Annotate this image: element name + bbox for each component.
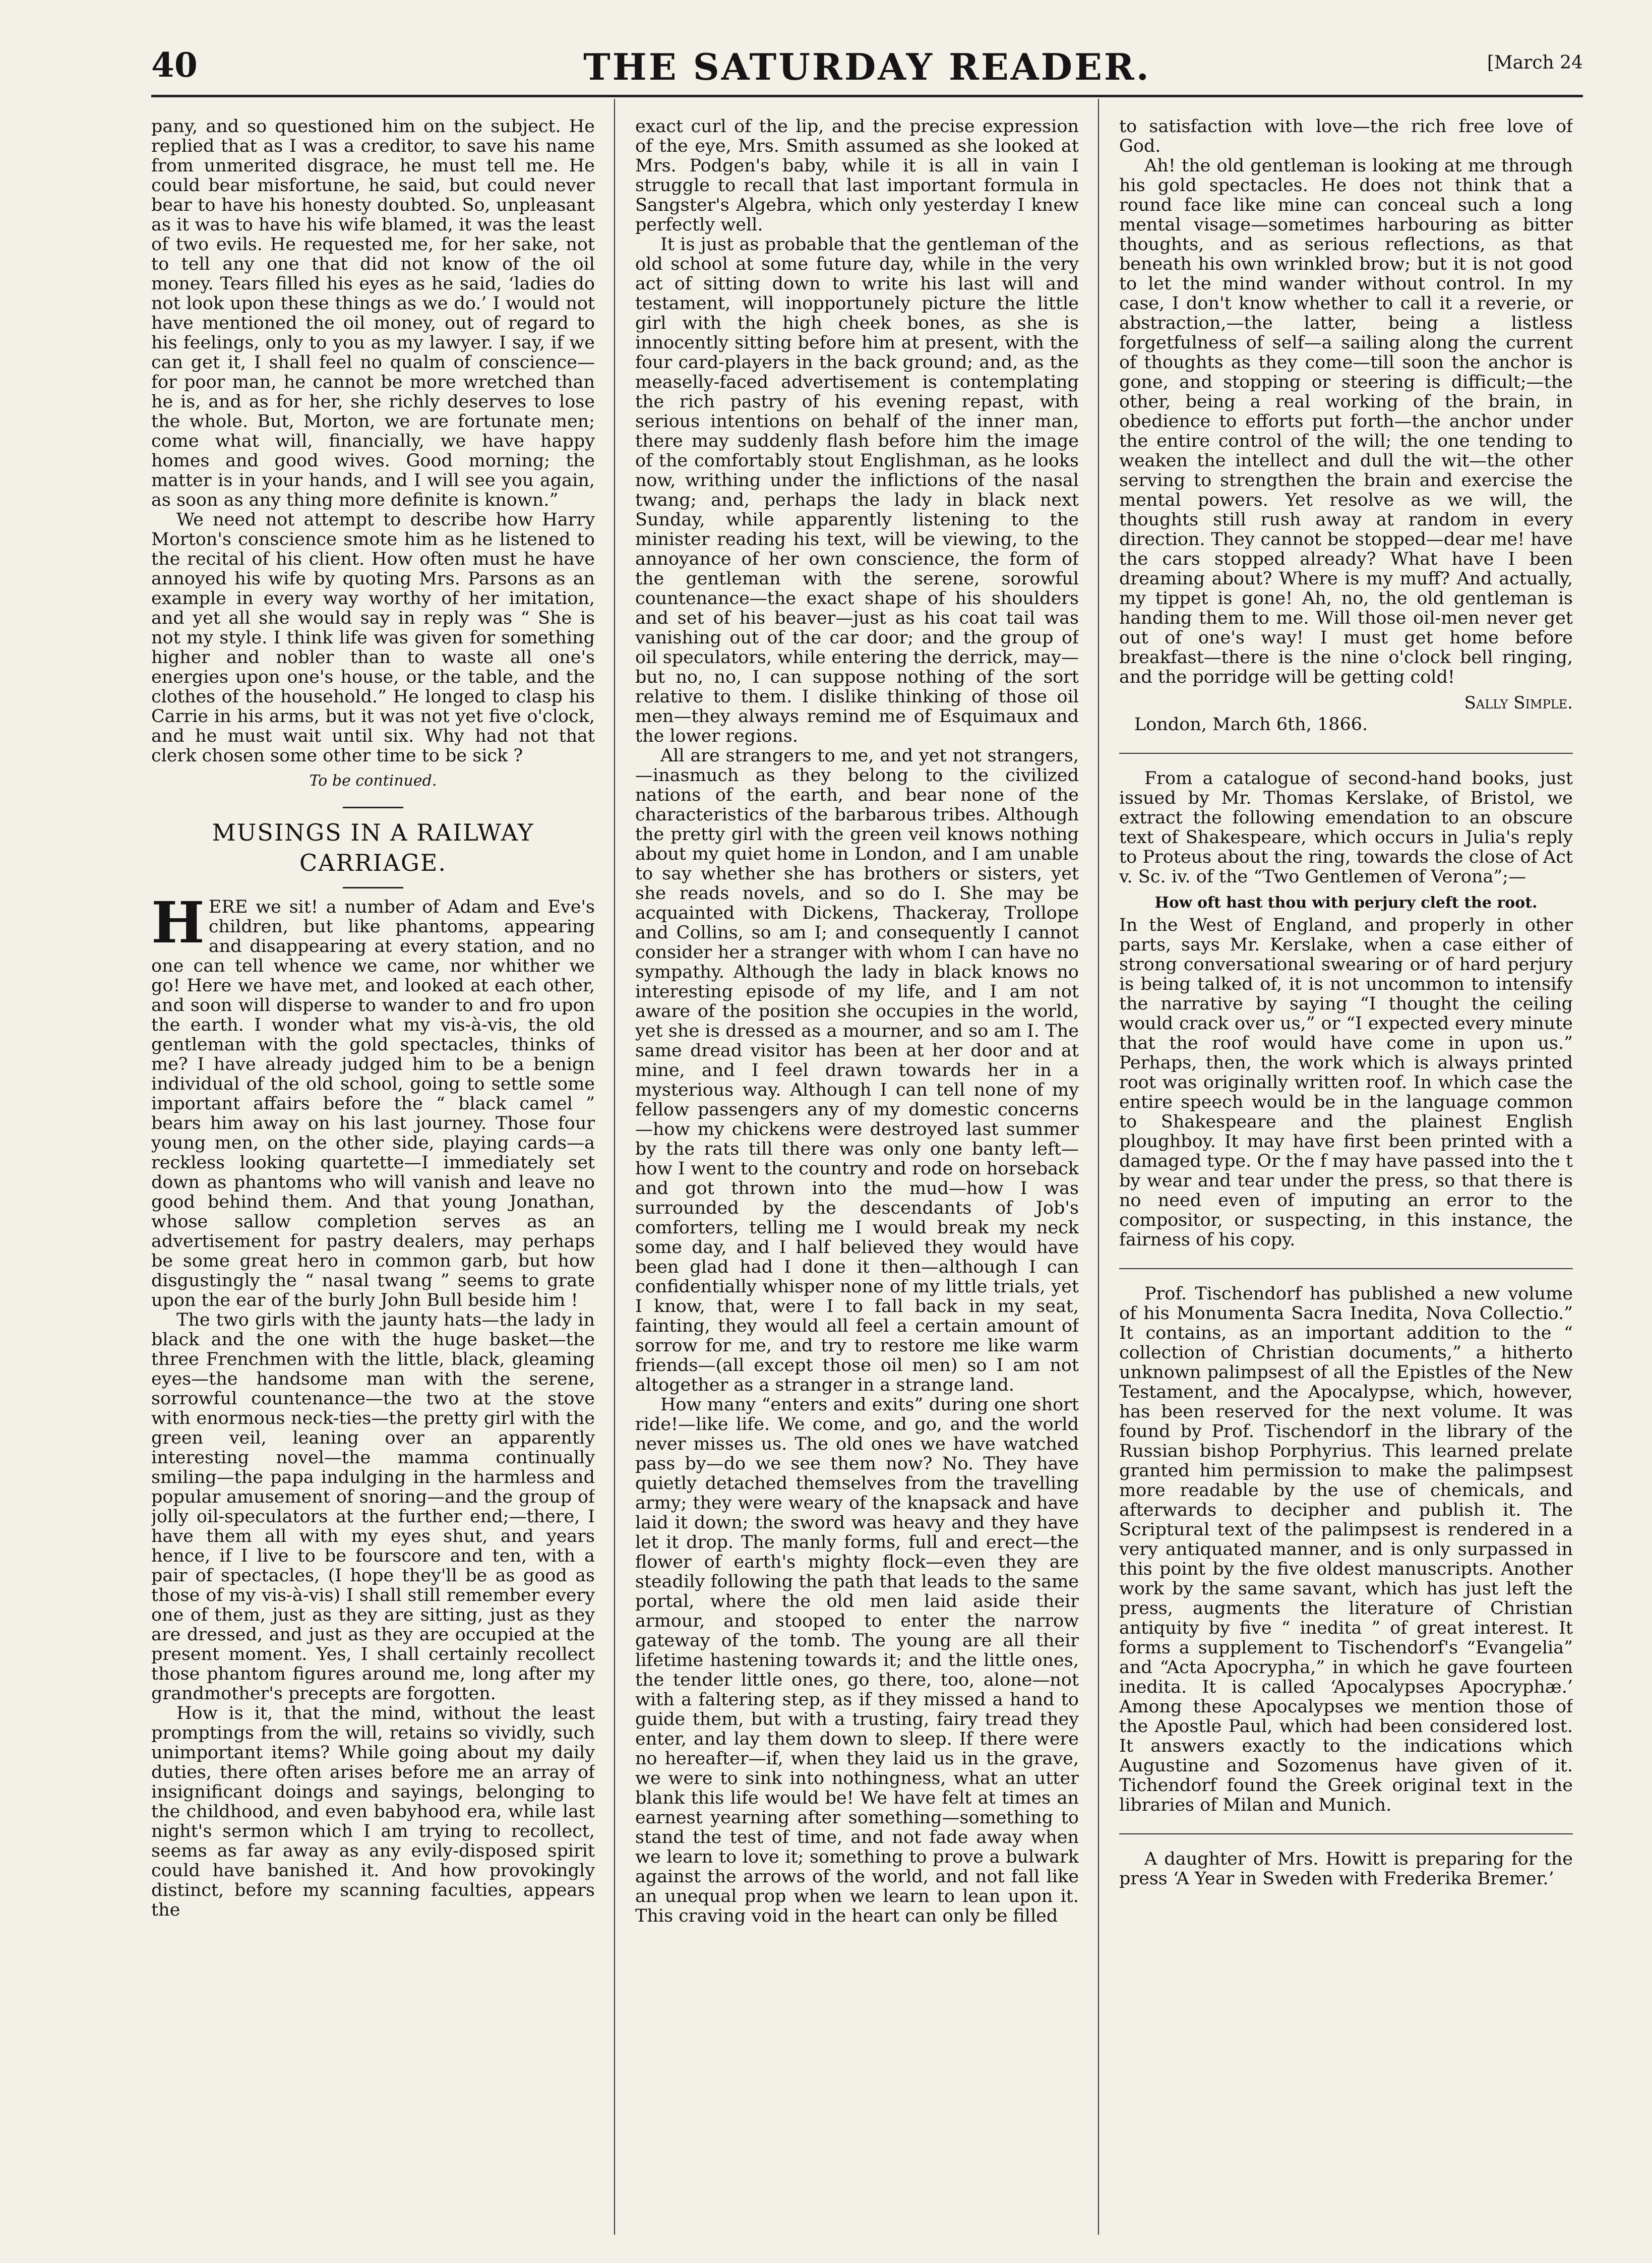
column-middle	[635, 117, 1079, 2235]
masthead	[151, 45, 1583, 86]
paragraph: pany, and so questioned him on the subject. He replied that as I was a creditor, to save his name from unmerited disgrace, he must tell me. He could bear misfortune, he said, but could never bear to have his honesty doubted. So, unpleasant as it was to have his wife blamed, it was the least of two evils. He requested me, for her sake, not to tell any one that did not know of the oil money. Tears filled his eyes as he said, ‘ladies do not look upon these things as we do.’ I would not have mentioned the oil money, out of regard to his feelings, only to you as my lawyer. I say, if we can get it, I shall feel no qualm of conscience—for poor man, he cannot be more wretched than he is, and as for her, she richly deserves to lose the whole. But, Morton, we are fortunate men; come what will, financially, we have happy homes and good wives. Good morning; the matter is in your hands, and I will see you again, as soon as any thing more definite is known.”	[151, 117, 595, 510]
dateline: London, March 6th, 1866.	[1134, 714, 1368, 735]
paragraph: In the West of England, and properly in other parts, says Mr. Kerslake, when a case either of strong conversational swearing or of hard perjury is being talked of, it is not uncommon to intensify the narrative by saying “I thought the ceiling would crack over us,” or “I expected every minute that the roof would have come in upon us.” Perhaps, then, the work which is always printed root was originally written roof. In which case the entire speech would be in the language common to Shakespeare and the plainest English ploughboy. It may have first been printed with a damaged type. Or the f may have passed into the t by wear and tear under the press, so that there is no need even of imputing an error to the compositor, or suspecting, in this instance, the fairness of his copy.	[1119, 915, 1573, 1250]
paragraph: We need not attempt to describe how Harry Morton's conscience smote him as he listened to the recital of his client. How often must he have annoyed his wife by quoting Mrs. Parsons as an example in every way worthy of her imitation, and yet all she would say in reply was “ She is not my style. I think life was given for something higher and nobler than to waste all one's energies upon one's house, or the table, and the clothes of the household.” He longed to clasp his Carrie in his arms, but it was not yet five o'clock, and he must wait until six. Why had not that clerk chosen some other time to be sick ?	[151, 510, 595, 766]
paragraph: exact curl of the lip, and the precise expression of the eye, Mrs. Smith assumed as she looked at Mrs. Podgen's baby, while it is all in vain I struggle to recall that last important formula in Sangster's Algebra, which only yesterday I knew perfectly well.	[635, 117, 1079, 235]
paragraph: It is just as probable that the gentleman of the old school at some future day, while in the very act of sitting down to write his last will and testament, will inopportunely picture the little girl with the high cheek bones, as she is innocently sitting before him at present, with the four card-players in the back ground; and, as the measelly-faced advertisement is contemplating the rich pastry of his evening repast, with serious intentions on behalf of the inner man, there may suddenly flash before him the image of the comfortably stout Englishman, as he looks now, writhing under the inflictions of the nasal twang; and, perhaps the lady in black next Sunday, while apparently listening to the minister reading his text, will be viewing, to the annoyance of her own conscience, the form of the gentleman with the serene, sorowful countenance—the exact shape of his shoulders and set of his beaver—just as his coat tail was vanishing out of the car door; and the group of oil speculators, while entering the derrick, may—but no, no, I can suppose nothing of the sort relative to them. I dislike thinking of those oil men—they always remind me of Esquimaux and the lower regions.	[635, 234, 1079, 746]
section-rule	[343, 807, 403, 808]
newspaper-title: THE SATURDAY READER.	[583, 45, 1151, 88]
paragraph: to satisfaction with love—the rich free love of God.	[1119, 117, 1573, 156]
paragraph: How is it, that the mind, without the least promptings from the will, retains so vividly, such unimportant items? While going about my daily duties, there often arises before me an array of insignificant doings and sayings, belonging to the childhood, and even babyhood era, while last night's sermon which I am trying to recollect, seems as far away as any evily-disposed spirit could have banished it. And how provokingly distinct, before my scanning faculties, appears the	[151, 1703, 595, 1920]
column-right	[1119, 117, 1573, 2235]
paragraph: Prof. Tischendorf has published a new volume of his Monumenta Sacra Inedita, Nova Collectio.” It contains, as an important addition to the “ collection of Christian documents,” a hitherto unknown palimpsest of all the Epistles of the New Testament, and the Apocalypse, which, however, has been reserved for the next volume. It was found by Prof. Tischendorf in the library of the Russian bishop Porphyrius. This learned prelate granted him permission to make the palimpsest more readable by the use of chemicals, and afterwards to decipher and publish it. The Scriptural text of the palimpsest is rendered in a very antiquated manner, and is only surpassed in this point by the five oldest manuscripts. Another work by the same savant, which has just left the press, augments the literature of Christian antiquity by five “ inedita ” of great interest. It forms a supplement to Tischendorf's “Evangelia” and “Acta Apocrypha,” in which he gave fourteen inedita. It is called ‘Apocalypses Apocryphæ.’ Among these Apocalypses we mention those of the Apostle Paul, which had been considered lost. It answers exactly to the indications which Augustine and Sozomenus have given of it. Tichendorf found the Greek original text in the libraries of Milan and Munich.	[1119, 1284, 1573, 1815]
paragraph: How many “enters and exits” during one short ride!—like life. We come, and go, and the world never misses us. The old ones we have watched pass by—do we see them now? No. They have quietly detached themselves from the travelling army; they were weary of the knapsack and have laid it down; the sword was heavy and they have let it drop. The manly forms, full and erect—the flower of earth's mighty flock—even they are steadily following the path that leads to the same portal, where the old men laid aside their armour, and stooped to enter the narrow gateway of the tomb. The young are all their lifetime hastening towards it; and the little ones, the tender little ones, go there, too, alone—not with a faltering step, as if they missed a hand to guide them, but with a trusting, fairy tread they enter, and lay them down to sleep. If there were no hereafter—if, when they laid us in the grave, we were to sink into nothingness, what an utter blank this life would be! We have felt at times an earnest yearning after something—something to stand the test of time, and not fade away when we learn to love it; something to prove a bulwark against the arrows of the world, and not fall like an unequal prop when we learn to lean upon it. This craving void in the heart can only be filled	[635, 1395, 1079, 1926]
column-divider	[614, 99, 615, 2235]
to-be-continued: To be continued.	[309, 772, 437, 790]
quotation: How oft hast thou with perjury cleft the root.	[1154, 894, 1538, 912]
paragraph: A daughter of Mrs. Howitt is preparing for the press ‘A Year in Sweden with Frederika Bremer.’	[1119, 1849, 1573, 1889]
title-rule	[343, 887, 403, 888]
article-title: MUSINGS IN A RAILWAY CARRIAGE.	[212, 819, 534, 876]
column-divider	[1098, 99, 1099, 2235]
paragraph: All are strangers to me, and yet not strangers, —inasmuch as they belong to the civilized nations of the earth, and bear none of the characteristics of the barbarous tribes. Although the pretty girl with the green veil knows nothing about my quiet home in London, and I am unable to say whether she has brothers or sisters, yet she reads novels, and so do I. She may be acquainted with Dickens, Thackeray, Trollope and Collins, so am I; and consequently I cannot consider her a stranger with whom I can have no sympathy. Although the lady in black knows no interesting episode of my life, and I am not aware of the position she occupies in the world, yet she is dressed as a mourner, and so am I. The same dread visitor has been at her door and at mine, and I feel drawn towards her in a mysterious way. Although I can tell none of my fellow passengers any of my domestic concerns —how my chickens were destroyed last summer by the rats till there was only one banty left—how I went to the country and rode on horseback and got thrown into the mud—how I was surrounded by the descendants of Job's comforters, telling me I would break my neck some day, and I half believed they would have been glad had I done it then—although I can confidentially whisper none of my little trials, yet I know, that, were I to fall back in my seat, fainting, they would all feel a certain amount of sorrow for me, and try to restore me like warm friends—(all except those oil men) so I am not altogether as a stranger in a strange land.	[635, 746, 1079, 1395]
drop-cap: H	[151, 890, 205, 956]
section-rule	[1119, 1268, 1573, 1269]
issue-date: [March 24	[1487, 52, 1583, 73]
page-number: 40	[151, 45, 198, 85]
paragraph-text: ERE we sit! a number of Adam and Eve's children, but like phantoms, appearing and disappearing at every station, and no one can tell whence we came, nor whither we go! Here we have met, and looked at each other, and soon will disperse to wander to and fro upon the earth. I wonder what my vis-à-vis, the old gentleman with the gold spectacles, thinks of me? I have already judged him to be a benign individual of the old school, going to settle some important affairs before the “ black camel ” bears him away on his last journey. Those four young men, on the other side, playing cards—a reckless looking quartette—I immediately set down as phantoms who will vanish and leave no good behind them. And that young Jonathan, whose sallow completion serves as an advertisement for pastry dealers, may perhaps be some great hero in common garb, but how disgustingly the “ nasal twang ” seems to grate upon the ear of the burly John Bull beside him !	[151, 897, 595, 1311]
column-left	[151, 117, 595, 2235]
signature: Sally Simple.	[1464, 693, 1573, 713]
paragraph: Ah! the old gentleman is looking at me through his gold spectacles. He does not think that a round face like mine can conceal such a long mental visage—sometimes harbouring as bitter thoughts, and as serious reflections, as that beneath his own wrinkled brow; but it is not good to let the mind wander without control. In my case, I don't know whether to call it a reverie, or abstraction,—the latter, being a listless forgetfulness of self—a sailing along the current of thoughts as they come—till soon the anchor is gone, and stopping or steering is difficult;—the other, being a real working of the brain, in obedience to efforts put forth—the anchor under the entire control of the will; the one tending to weaken the intellect and dull the wit—the other serving to strengthen the brain and exercise the mental powers. Yet resolve as we will, the thoughts still rush away at random in every direction. They cannot be stopped—dear me! have the cars stopped already? What have I been dreaming about? Where is my muff? And actually, my tippet is gone! Ah, no, the old gentleman is handing them to me. Will those oil-men never get out of one's way! I must get home before breakfast—there is the nine o'clock bell ringing, and the porridge will be getting cold!	[1119, 156, 1573, 687]
paragraph: The two girls with the jaunty hats—the lady in black and the one with the huge basket—the three Frenchmen with the little, black, gleaming eyes—the handsome man with the serene, sorrowful countenance—the two at the stove with enormous neck-ties—the pretty girl with the green veil, leaning over an apparently interesting novel—the mamma continually smiling—the papa indulging in the harmless and popular amusement of snoring—and the group of jolly oil-speculators at the further end;—there, I have them all with my eyes shut, and years hence, if I live to be fourscore and ten, with a pair of spectacles, (I hope they'll be as good as those of my vis-à-vis) I shall still remember every one of them, just as they are sitting, just as they are dressed, and just as they are occupied at the present moment. Yes, I shall certainly recollect those phantom figures around me, long after my grandmother's precepts are forgotten.	[151, 1310, 595, 1704]
section-rule	[1119, 1833, 1573, 1834]
paragraph	[151, 890, 595, 1311]
header-rule	[151, 95, 1583, 97]
section-rule	[1119, 753, 1573, 754]
paragraph: From a catalogue of second-hand books, just issued by Mr. Thomas Kerslake, of Bristol, we extract the following emendation to an obscure text of Shakespeare, which occurs in Julia's reply to Proteus about the ring, towards the close of Act v. Sc. iv. of the “Two Gentlemen of Verona”;—	[1119, 768, 1573, 887]
